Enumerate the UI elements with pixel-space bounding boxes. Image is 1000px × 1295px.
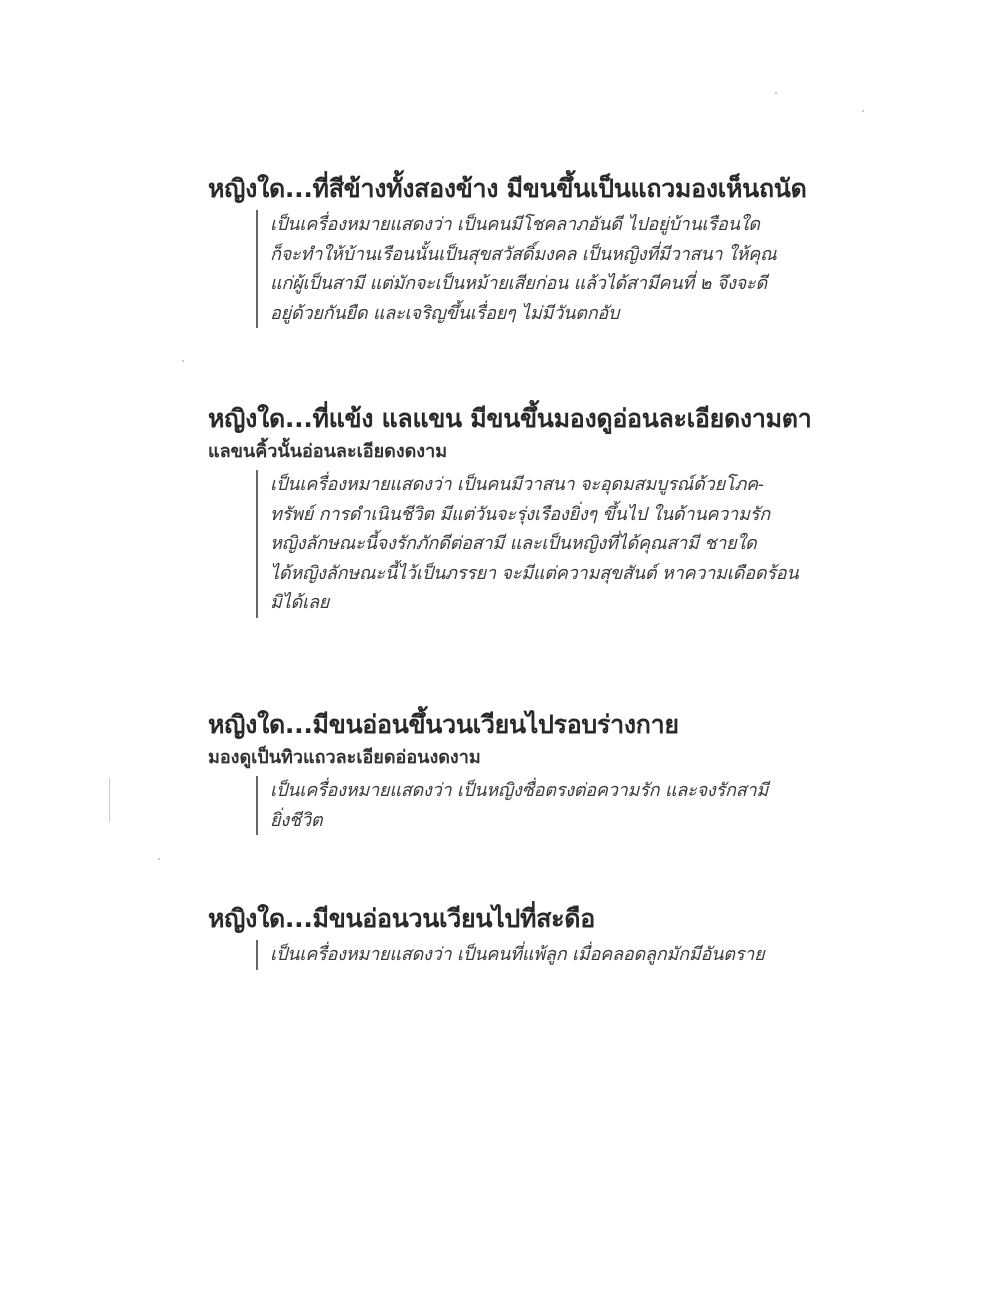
section-subheading: มองดูเป็นทิวแถวละเอียดอ่อนงดงาม <box>208 747 481 768</box>
body-line: เป็นเครื่องหมายแสดงว่า เป็นหญิงซื่อตรงต่อความรัก และจงรักสามี <box>270 780 769 801</box>
body-line: ก็จะทำให้บ้านเรือนนั้นเป็นสุขสวัสดิ์มงคล เป็นหญิงที่มีวาสนา ให้คุณ <box>270 243 777 265</box>
section-body <box>256 776 848 835</box>
scan-speck <box>182 360 184 362</box>
scan-speck <box>158 858 160 860</box>
body-line: หญิงลักษณะนี้จงรักภักดีต่อสามี และเป็นหญิงที่ได้คุณสามี ชายใด <box>270 533 757 554</box>
section-4 <box>208 902 848 970</box>
scan-speck <box>862 110 864 112</box>
section-subheading: แลขนคิ้วนั้นอ่อนละเอียดงดงาม <box>208 441 448 462</box>
section-heading: หญิงใด...มีขนอ่อนวนเวียนไปที่สะดือ <box>208 904 595 933</box>
section-heading: หญิงใด...ที่สีข้างทั้งสองข้าง มีขนขึ้นเป็นแถวมองเห็นถนัด <box>208 174 807 203</box>
body-line: ได้หญิงลักษณะนี้ไว้เป็นภรรยา จะมีแต่ความสุขสันต์ หาความเดือดร้อน <box>270 562 799 584</box>
section-body <box>256 210 848 328</box>
body-line: มิได้เลย <box>270 592 330 613</box>
section-body <box>256 470 848 618</box>
body-line: เป็นเครื่องหมายแสดงว่า เป็นคนมีโชคลาภอันดี ไปอยู่บ้านเรือนใด <box>270 214 760 235</box>
section-body <box>256 940 848 970</box>
body-line: อยู่ด้วยกันยืด และเจริญขึ้นเรื่อยๆ ไม่มีวันตกอับ <box>270 302 620 324</box>
body-line: ทรัพย์ การดำเนินชีวิต มีแต่วันจะรุ่งเรืองยิ่งๆ ขึ้นไป ในด้านความรัก <box>270 503 770 525</box>
section-3 <box>208 708 848 835</box>
body-line: เป็นเครื่องหมายแสดงว่า เป็นคนมีวาสนา จะอุดมสมบูรณ์ด้วยโภค- <box>270 474 764 495</box>
body-line: แก่ผู้เป็นสามี แต่มักจะเป็นหม้ายเสียก่อน แล้วได้สามีคนที่ ๒ จึงจะดี <box>270 273 767 294</box>
section-1 <box>208 172 848 328</box>
section-heading: หญิงใด...ที่แข้ง แลแขน มีขนขึ้นมองดูอ่อนละเอียดงามตา <box>208 404 812 433</box>
scan-speck <box>775 92 777 94</box>
section-2 <box>208 402 848 618</box>
body-line: ยิ่งชีวิต <box>270 809 323 831</box>
section-heading: หญิงใด...มีขนอ่อนขึ้นวนเวียนไปรอบร่างกาย <box>208 710 679 739</box>
margin-mark <box>109 778 110 822</box>
body-line: เป็นเครื่องหมายแสดงว่า เป็นคนที่แพ้ลูก เมื่อคลอดลูกมักมีอันตราย <box>270 944 765 965</box>
